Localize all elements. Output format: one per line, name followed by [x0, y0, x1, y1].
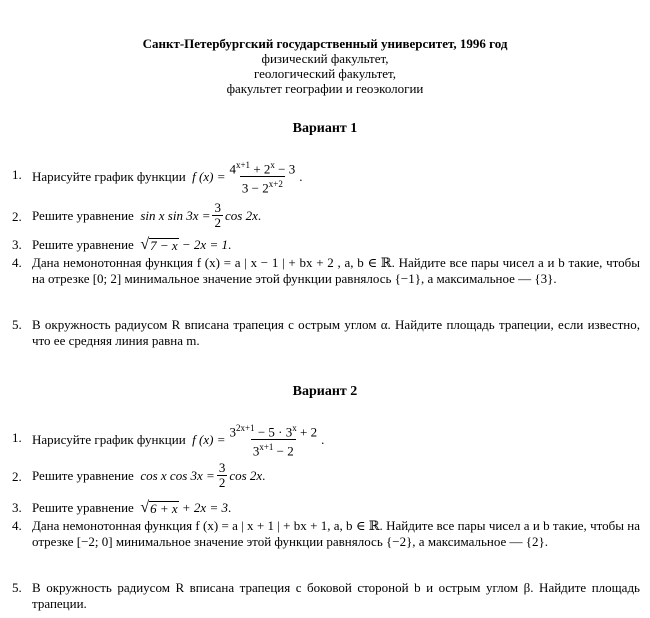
variant-1-title: Вариант 1 — [292, 121, 358, 136]
v1-problem-5: 5. В окружность радиусом R вписана трапеция с острым углом α. Найдите площадь трапеции, если известно, что ее средняя линия равна m. — [12, 317, 640, 348]
v1-p1-numerator: $4^{x+1} + 2^x - 3$ — [229, 160, 296, 177]
v2-problem-3: 3. Решите уравнение √ 6 + x + 2x = 3 . — [12, 498, 232, 516]
variant-2-title: Вариант 2 — [292, 384, 358, 399]
v2-problem-4: 4. Дана немонотонная функция f (x) = a | x + 1 | + bx + 1, a, b ∈ ℝ. Найдите все пары чисел a и b такие, чтобы на отрезке [−2; 0] минимальное значение этой функции равнялось {−2}, а максимальное — {2}. — [12, 518, 640, 549]
v2-problem-2: 2. Решите уравнение cos x cos 3x = $\frac{3}{2}$ cos 2x . — [12, 460, 266, 490]
v2-p1-fraction — [227, 421, 319, 459]
v2-p1-denominator: $3^{x+1} - 2$ — [251, 439, 296, 458]
v2-problem-5: 5. В окружность радиусом R вписана трапеция с боковой стороной b и острым углом β. Найдите площадь трапеции. — [12, 580, 640, 611]
v2-problem-1: 1. Нарисуйте график функции f (x) = $\frac{3^{2x+1} - 5 \cdot 3^x + 2}{3^{x+1} - 2}$ . — [12, 423, 325, 459]
faculty-line-2: геологический факультет, — [254, 66, 396, 81]
v1-p1-fraction — [227, 158, 297, 196]
university-title: Санкт-Петербургский государственный университет, 1996 год — [142, 36, 508, 51]
faculty-line-3: факультет географии и геоэкологии — [226, 81, 424, 96]
v2-p3-sqrt: √ 6 + x — [140, 498, 178, 516]
v1-problem-3: 3. Решите уравнение √ 7 − x − 2x = 1 . — [12, 235, 232, 253]
v1-problem-2: 2. Решите уравнение sin x sin 3x = $\frac{3}{2}$ cos 2x . — [12, 200, 262, 230]
v1-p1-denominator: $3 - 2^{x+2}$ — [240, 176, 285, 195]
v1-problem-4: 4. Дана немонотонная функция f (x) = a | x − 1 | + bx + 2 , a, b ∈ ℝ. Найдите все пары чисел a и b такие, чтобы на отрезке [0; 2] минимальное значение этой функции равнялось {−1}, а максимальное — {3}. — [12, 255, 640, 286]
v1-problem-1: 1. Нарисуйте график функции f (x) = $\frac{4^{x+1} + 2^x - 3}{3 - 2^{x+2}}$ . — [12, 160, 303, 196]
faculty-line-1: физический факультет, — [261, 51, 389, 66]
v2-p1-numerator: $3^{2x+1} - 5 \cdot 3^x + 2$ — [229, 423, 318, 440]
v1-p3-sqrt: √ 7 − x — [140, 235, 178, 253]
document-header — [0, 36, 650, 96]
